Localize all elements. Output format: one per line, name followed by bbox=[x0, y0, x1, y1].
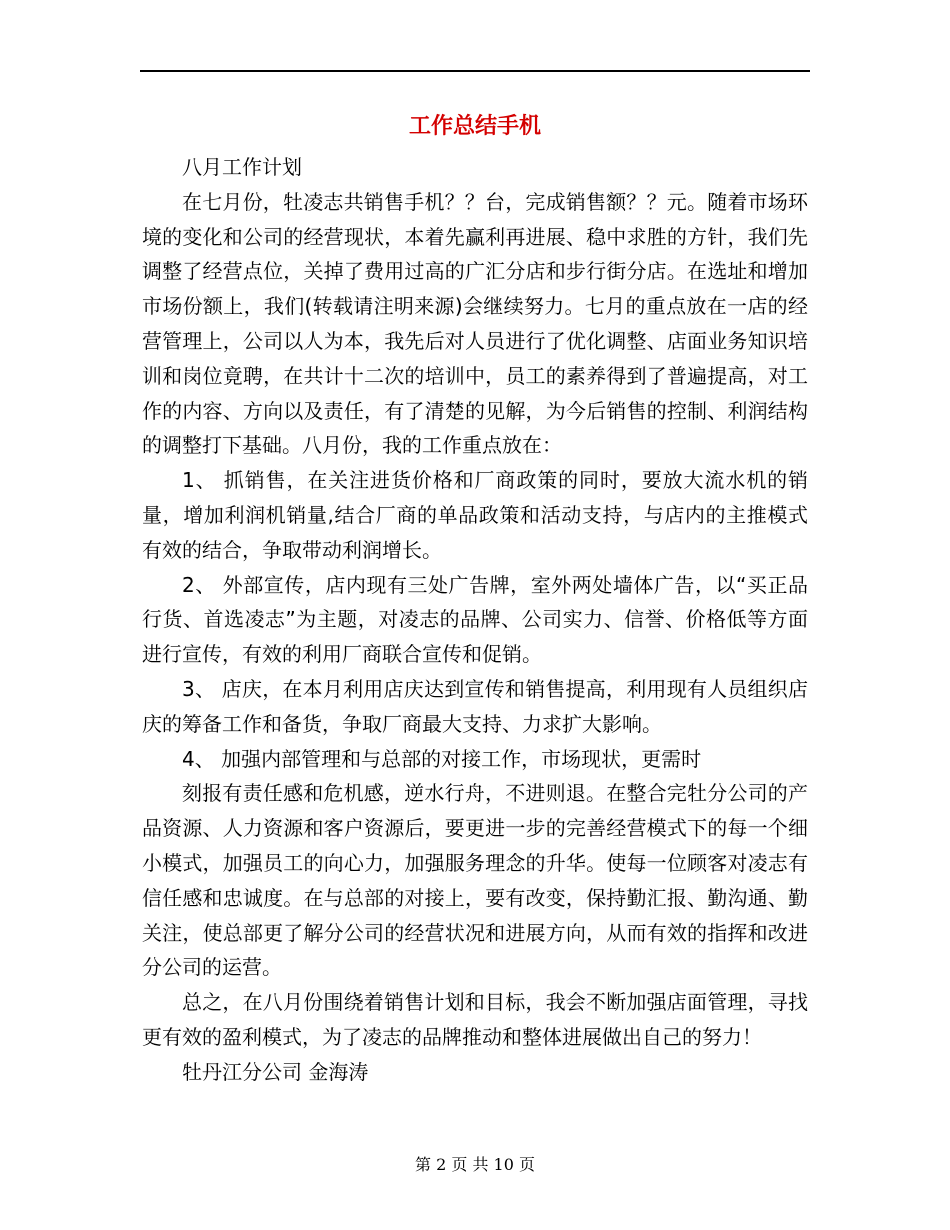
plan-heading: 八月工作计划 bbox=[182, 155, 302, 179]
july-summary-paragraph: 在七月份，牡凌志共销售手机？？台，完成销售额？？元。随着市场环境的变化和公司的经营现状，本着先赢利再进展、稳中求胜的方针，我们先调整了经营点位，关掉了费用过高的广汇分店和步行街分店。在选址和增加市场份额上，我们(转载请注明来源)会继续努力。七月的重点放在一店的经营管理上，公司以人为本，我先后对人员进行了优化调整、店面业务知识培训和岗位竟聘，在共计十二次的培训中，员工的素养得到了普遍提高，对工作的内容、方向以及责任，有了清楚的见解，为今后销售的控制、利润结构的调整打下基础。八月份，我的工作重点放在： bbox=[142, 189, 808, 458]
item-4-management-paragraph: 4、 加强内部管理和与总部的对接工作，市场现状，更需时 bbox=[182, 746, 702, 771]
header-rule bbox=[140, 70, 810, 72]
item-1-sales-paragraph: 1、 抓销售，在关注进货价格和厂商政策的同时，要放大流水机的销量，增加利润机销量,结合厂商的单品政策和活动支持，与店内的主推模式有效的结合，争取带动利润增长。 bbox=[142, 468, 808, 562]
item-2-publicity-paragraph: 2、 外部宣传，店内现有三处广告牌，室外两处墙体广告，以“买正品行货、首选凌志”为主题，对凌志的品牌、公司实力、信誉、价格低等方面进行宣传，有效的利用厂商联合宣传和促销。 bbox=[142, 572, 808, 667]
signature-line: 牡丹江分公司 金海涛 bbox=[182, 1059, 369, 1084]
item-4-continuation-paragraph: 刻报有责任感和危机感，逆水行舟，不进则退。在整合完牡分公司的产品资源、人力资源和客户资源后，要更进一步的完善经营模式下的每一个细小模式，加强员工的向心力，加强服务理念的升华。使每一位顾客对凌志有信任感和忠诚度。在与总部的对接上，要有改变，保持勤汇报、勤沟通、勤关注，使总部更了解分公司的经营状况和进展方向，从而有效的指挥和改进分公司的运营。 bbox=[142, 781, 808, 980]
conclusion-paragraph: 总之，在八月份围绕着销售计划和目标，我会不断加强店面管理，寻找更有效的盈利模式，为了凌志的品牌推动和整体进展做出自己的努力！ bbox=[142, 990, 808, 1049]
page-footer: 第 2 页 共 10 页 bbox=[415, 1155, 535, 1174]
document-title: 工作总结手机 bbox=[408, 114, 541, 139]
document-body bbox=[142, 150, 808, 1090]
item-3-anniversary-paragraph: 3、 店庆，在本月利用店庆达到宣传和销售提高，利用现有人员组织店庆的筹备工作和备货，争取厂商最大支持、力求扩大影响。 bbox=[142, 676, 808, 736]
